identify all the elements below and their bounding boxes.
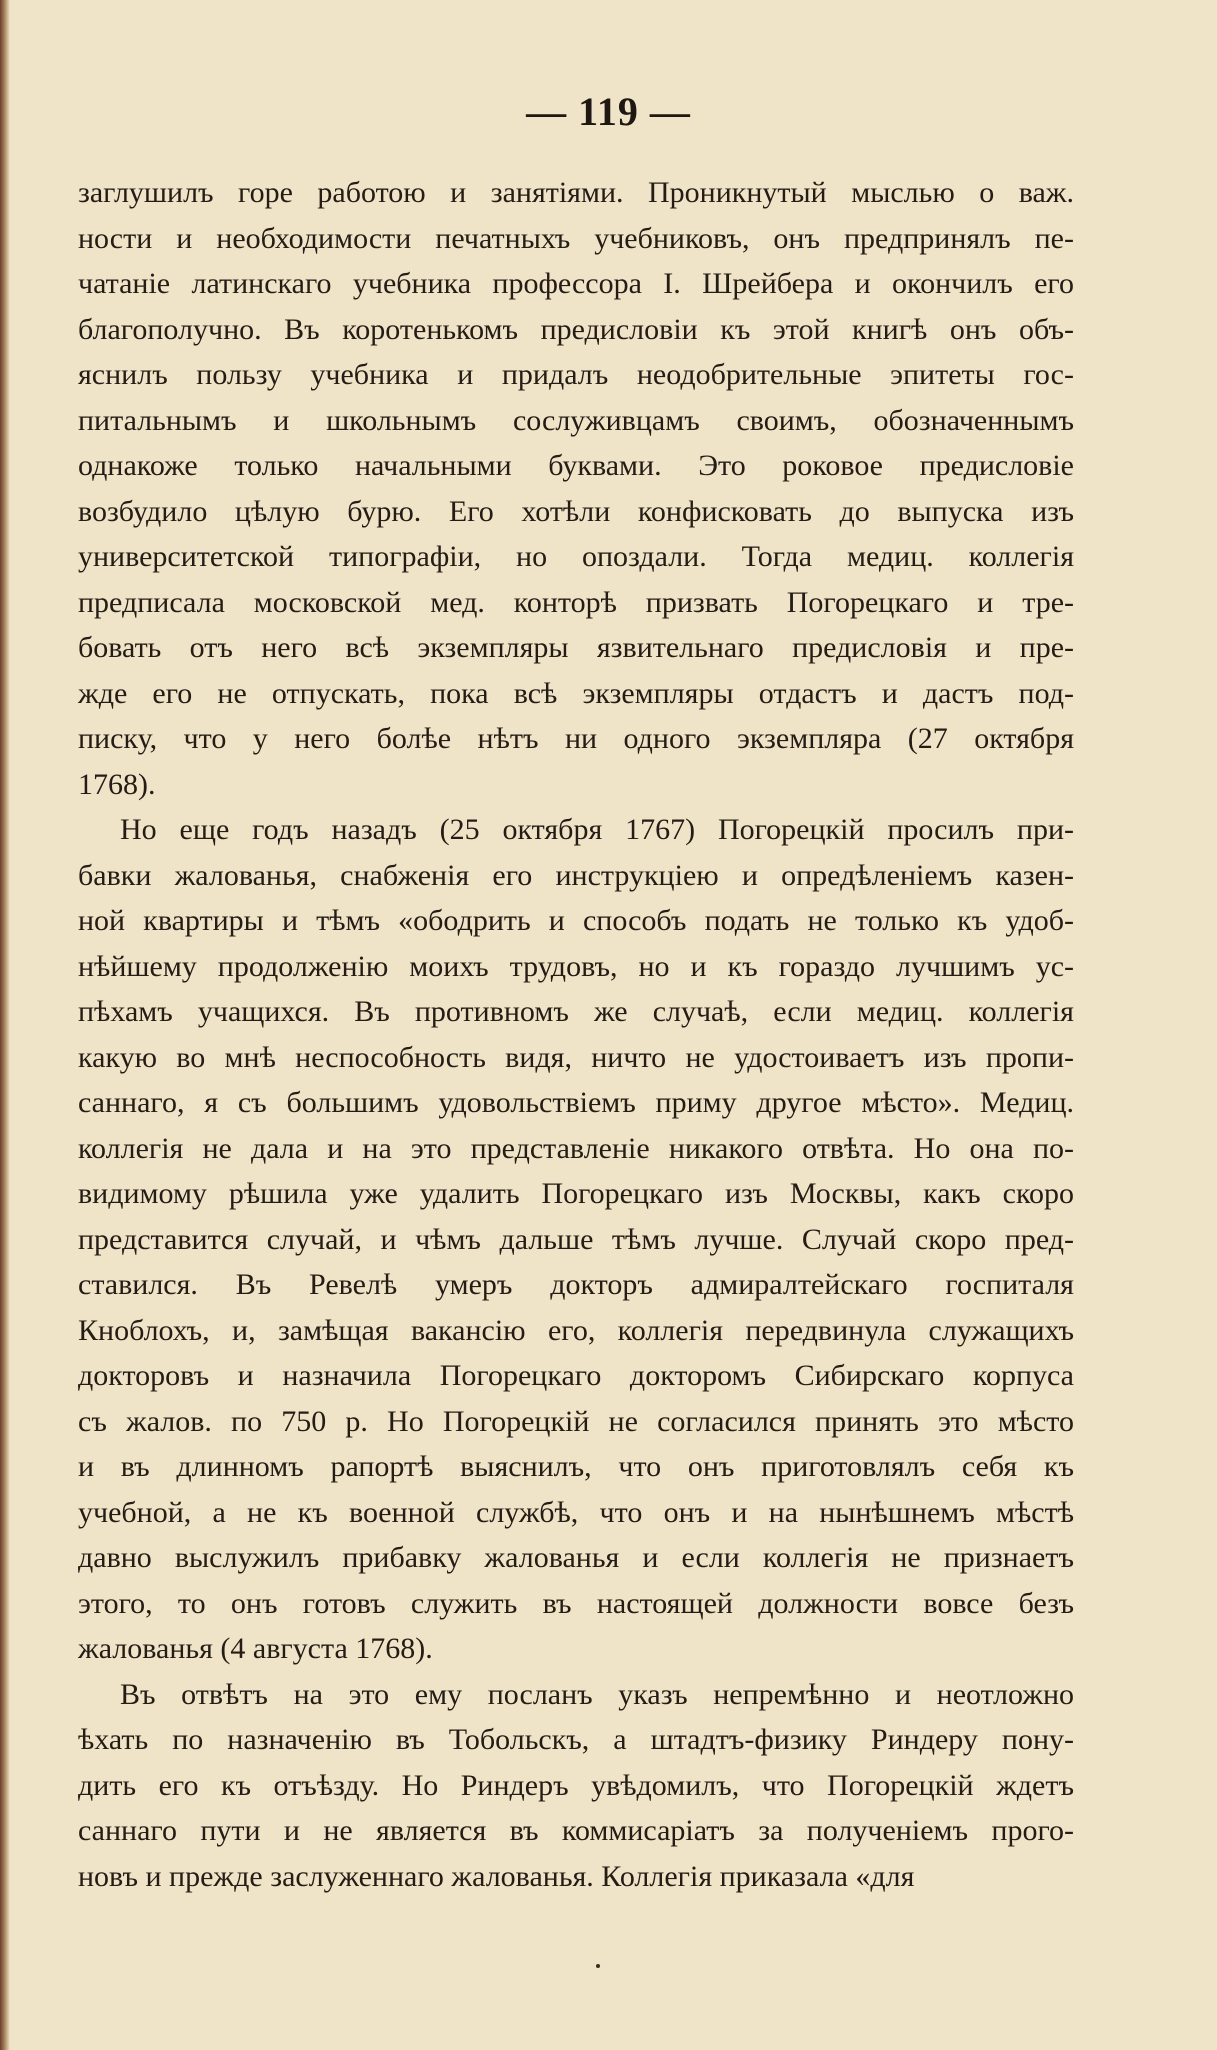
text-line: представится случай, и чѣмъ дальше тѣмъ лучше. Случай скоро пред- <box>78 1222 1074 1256</box>
text-line: и въ длинномъ рапортѣ выяснилъ, что онъ приготовлялъ себя къ <box>78 1450 1074 1483</box>
text-line: жалованья (4 августа 1768). <box>78 1632 433 1665</box>
text-line: яснилъ пользу учебника и придалъ неодобрительные эпитеты гос- <box>78 358 1074 391</box>
text-line: коллегія не дала и на это представленіе никакого отвѣта. Но она по- <box>78 1131 1074 1165</box>
text-line: докторовъ и назначила Погорецкаго докторомъ Сибирскаго корпуса <box>78 1359 1074 1392</box>
text-line: пѣхамъ учащихся. Въ противномъ же случаѣ, если медиц. коллегія <box>78 995 1074 1028</box>
text-line: съ жалов. по 750 р. Но Погорецкій не согласился принять это мѣсто <box>78 1404 1074 1438</box>
text-line: Въ отвѣтъ на это ему посланъ указъ непремѣнно и неотложно <box>120 1677 1074 1711</box>
text-line: ѣхать по назначенію въ Тобольскъ, а штадтъ-физику Риндеру пону- <box>78 1723 1074 1756</box>
paragraph <box>78 807 1074 1672</box>
text-line: новъ и прежде заслуженнаго жалованья. Коллегія приказала «для <box>78 1859 915 1893</box>
text-line: возбудило цѣлую бурю. Его хотѣли конфисковать до выпуска изъ <box>78 494 1074 528</box>
text-line: ной квартиры и тѣмъ «ободрить и способъ подать не только къ удоб- <box>78 904 1074 937</box>
text-line: ставился. Въ Ревелѣ умеръ докторъ адмиралтейскаго госпиталя <box>78 1268 1074 1301</box>
text-line: благополучно. Въ коротенькомъ предисловіи къ этой книгѣ онъ объ- <box>78 312 1074 346</box>
page-spine-edge <box>0 0 10 2050</box>
body-text <box>78 170 1074 1899</box>
paragraph <box>78 1672 1074 1900</box>
text-line: заглушилъ горе работою и занятіями. Проникнутый мыслью о важ. <box>78 176 1074 209</box>
text-line: нѣйшему продолженію моихъ трудовъ, но и къ гораздо лучшимъ ус- <box>78 949 1074 983</box>
text-line: предписала московской мед. конторѣ призвать Погорецкаго и тре- <box>78 585 1074 619</box>
text-line: дить его къ отъѣзду. Но Риндеръ увѣдомилъ, что Погорецкій ждетъ <box>78 1768 1074 1802</box>
text-line: 1768). <box>78 767 156 801</box>
text-line: учебной, а не къ военной службѣ, что онъ и на нынѣшнемъ мѣстѣ <box>78 1495 1074 1529</box>
paragraph <box>78 170 1074 807</box>
text-line: ности и необходимости печатныхъ учебниковъ, онъ предпринялъ пе- <box>78 221 1074 255</box>
text-line: однакоже только начальными буквами. Это роковое предисловіе <box>78 449 1074 482</box>
text-line: какую во мнѣ неспособность видя, ничто не удостоиваетъ изъ пропи- <box>78 1040 1074 1074</box>
text-line: питальнымъ и школьнымъ сослуживцамъ своимъ, обозначеннымъ <box>78 403 1074 437</box>
text-line: бовать отъ него всѣ экземпляры язвительнаго предисловія и пре- <box>78 631 1074 664</box>
text-line: давно выслужилъ прибавку жалованья и если коллегія не признаетъ <box>78 1541 1074 1574</box>
text-line: университетской типографіи, но опоздали. Тогда медиц. коллегія <box>78 540 1074 573</box>
text-line: Но еще годъ назадъ (25 октября 1767) Погорецкій просилъ при- <box>120 813 1074 846</box>
page-number: — 119 — <box>526 89 691 134</box>
text-line: бавки жалованья, снабженія его инструкціею и опредѣленіемъ казен- <box>78 858 1074 892</box>
text-line: писку, что у него болѣе нѣтъ ни одного экземпляра (27 октября <box>78 722 1074 755</box>
text-line: Кноблохъ, и, замѣщая вакансію его, коллегія передвинула служащихъ <box>78 1313 1074 1347</box>
ink-speck <box>596 1964 600 1968</box>
text-line: саннаго пути и не является въ коммисаріатъ за полученіемъ прого- <box>78 1814 1074 1847</box>
text-line: этого, то онъ готовъ служить въ настоящей должности вовсе безъ <box>78 1586 1074 1620</box>
text-line: саннаго, я съ большимъ удовольствіемъ приму другое мѣсто». Медиц. <box>78 1086 1074 1119</box>
text-line: видимому рѣшила уже удалить Погорецкаго изъ Москвы, какъ скоро <box>78 1177 1074 1210</box>
text-line: чатаніе латинскаго учебника профессора І. Шрейбера и окончилъ его <box>78 267 1074 300</box>
text-line: жде его не отпускать, пока всѣ экземпляры отдастъ и дастъ под- <box>78 676 1074 710</box>
